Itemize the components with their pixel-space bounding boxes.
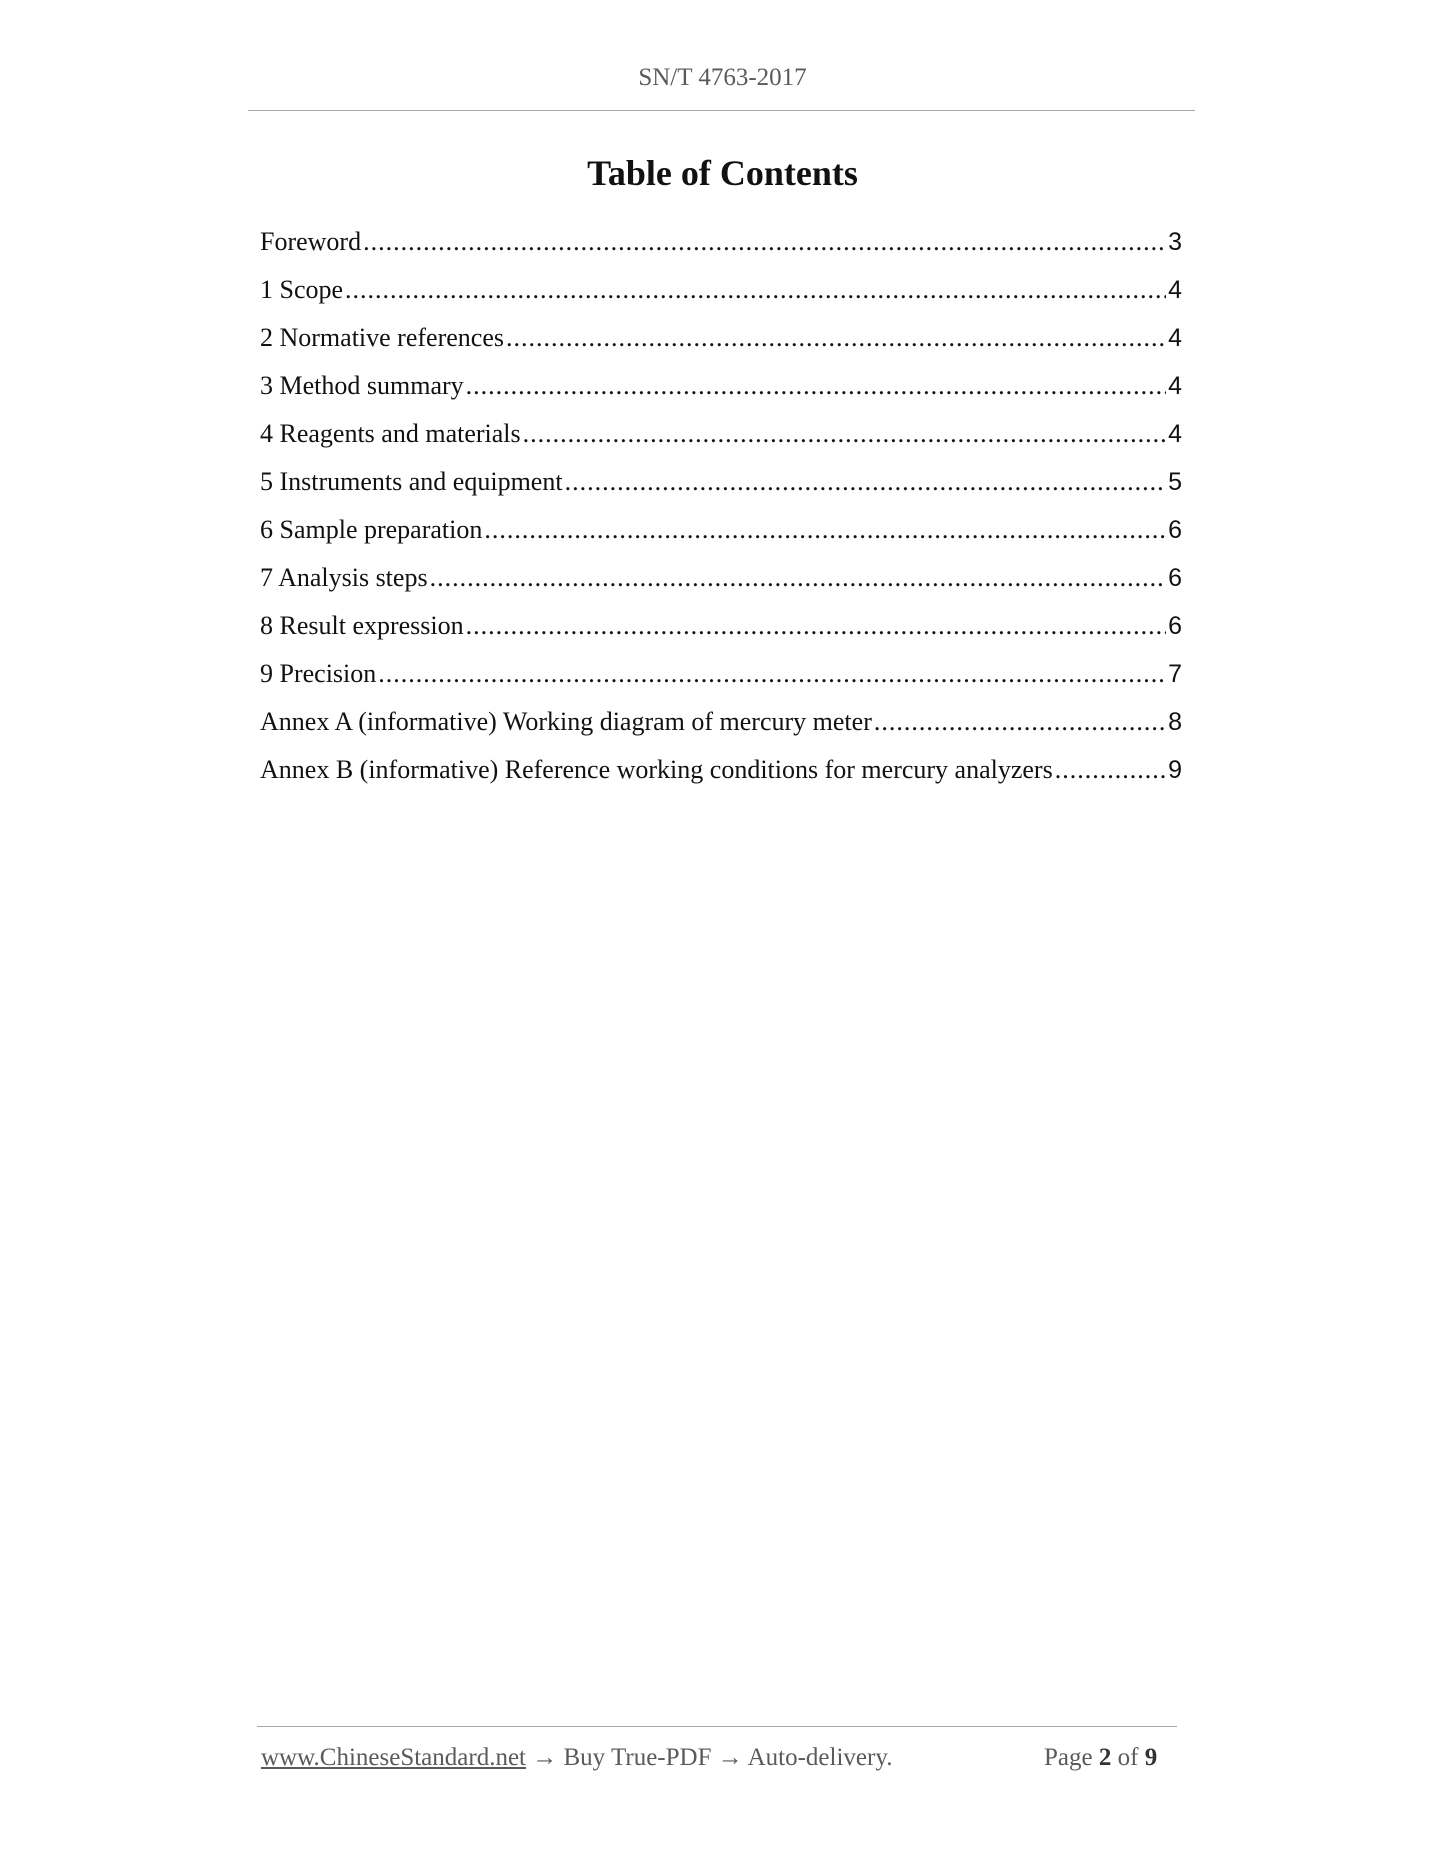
toc-entry[interactable] [260, 654, 1182, 702]
table-of-contents [260, 222, 1182, 798]
toc-entry-title: Foreword [260, 227, 362, 256]
toc-entry-title: Annex A (informative) Working diagram of mercury meter [260, 707, 872, 736]
toc-entry-page: 9 [1168, 756, 1182, 784]
toc-entry[interactable] [260, 606, 1182, 654]
toc-dot-leader [874, 702, 1166, 742]
toc-entry[interactable] [260, 318, 1182, 366]
toc-entry-page: 3 [1168, 228, 1182, 256]
toc-entry-title: 8 Result expression [260, 611, 464, 640]
toc-dot-leader [378, 654, 1166, 694]
toc-dot-leader [466, 366, 1166, 406]
toc-entry-page: 4 [1168, 276, 1182, 304]
toc-entry-title: 2 Normative references [260, 323, 504, 352]
toc-entry-page: 7 [1168, 660, 1182, 688]
toc-entry-title: Annex B (informative) Reference working conditions for mercury analyzers [260, 755, 1053, 784]
toc-dot-leader [1055, 750, 1166, 790]
toc-dot-leader [466, 606, 1166, 646]
toc-dot-leader [565, 462, 1167, 502]
toc-entry-title: 3 Method summary [260, 371, 464, 400]
page-label: Page [1044, 1744, 1093, 1771]
toc-entry[interactable] [260, 750, 1182, 798]
arrow-right-icon: → [532, 1744, 558, 1771]
page-title: Table of Contents [587, 153, 858, 193]
toc-entry-title: 5 Instruments and equipment [260, 467, 563, 496]
footer-promo [261, 1744, 892, 1772]
toc-entry-title: 9 Precision [260, 659, 377, 688]
toc-entry-page: 4 [1168, 420, 1182, 448]
toc-dot-leader [523, 414, 1166, 454]
toc-entry[interactable] [260, 702, 1182, 750]
toc-dot-leader [345, 270, 1166, 310]
toc-entry-title: 6 Sample preparation [260, 515, 483, 544]
toc-dot-leader [506, 318, 1166, 358]
document-code-header: SN/T 4763-2017 [638, 64, 807, 91]
toc-entry-page: 4 [1168, 324, 1182, 352]
toc-entry-title: 7 Analysis steps [260, 563, 428, 592]
toc-entry-title: 4 Reagents and materials [260, 419, 521, 448]
auto-delivery-text: Auto-delivery. [747, 1744, 893, 1771]
toc-entry-page: 4 [1168, 372, 1182, 400]
page-of-label: of [1117, 1744, 1139, 1771]
toc-entry[interactable] [260, 414, 1182, 462]
toc-entry-page: 6 [1168, 612, 1182, 640]
toc-entry-page: 6 [1168, 516, 1182, 544]
toc-dot-leader [484, 510, 1166, 550]
website-link[interactable]: www.ChineseStandard.net [261, 1744, 526, 1771]
arrow-right-icon: → [717, 1744, 743, 1771]
page-indicator [1044, 1744, 1157, 1772]
total-pages-number: 9 [1144, 1744, 1158, 1771]
current-page-number: 2 [1098, 1744, 1112, 1771]
toc-entry-page: 8 [1168, 708, 1182, 736]
toc-entry-page: 6 [1168, 564, 1182, 592]
toc-dot-leader [430, 558, 1167, 598]
toc-entry[interactable] [260, 270, 1182, 318]
toc-entry[interactable] [260, 366, 1182, 414]
footer-divider [257, 1726, 1177, 1727]
buy-true-pdf-text: Buy True-PDF [563, 1744, 712, 1771]
toc-entry[interactable] [260, 558, 1182, 606]
toc-dot-leader [363, 222, 1166, 262]
toc-entry-page: 5 [1168, 468, 1182, 496]
toc-entry[interactable] [260, 222, 1182, 270]
header-divider [248, 110, 1195, 111]
toc-entry[interactable] [260, 510, 1182, 558]
toc-entry[interactable] [260, 462, 1182, 510]
toc-entry-title: 1 Scope [260, 275, 344, 304]
